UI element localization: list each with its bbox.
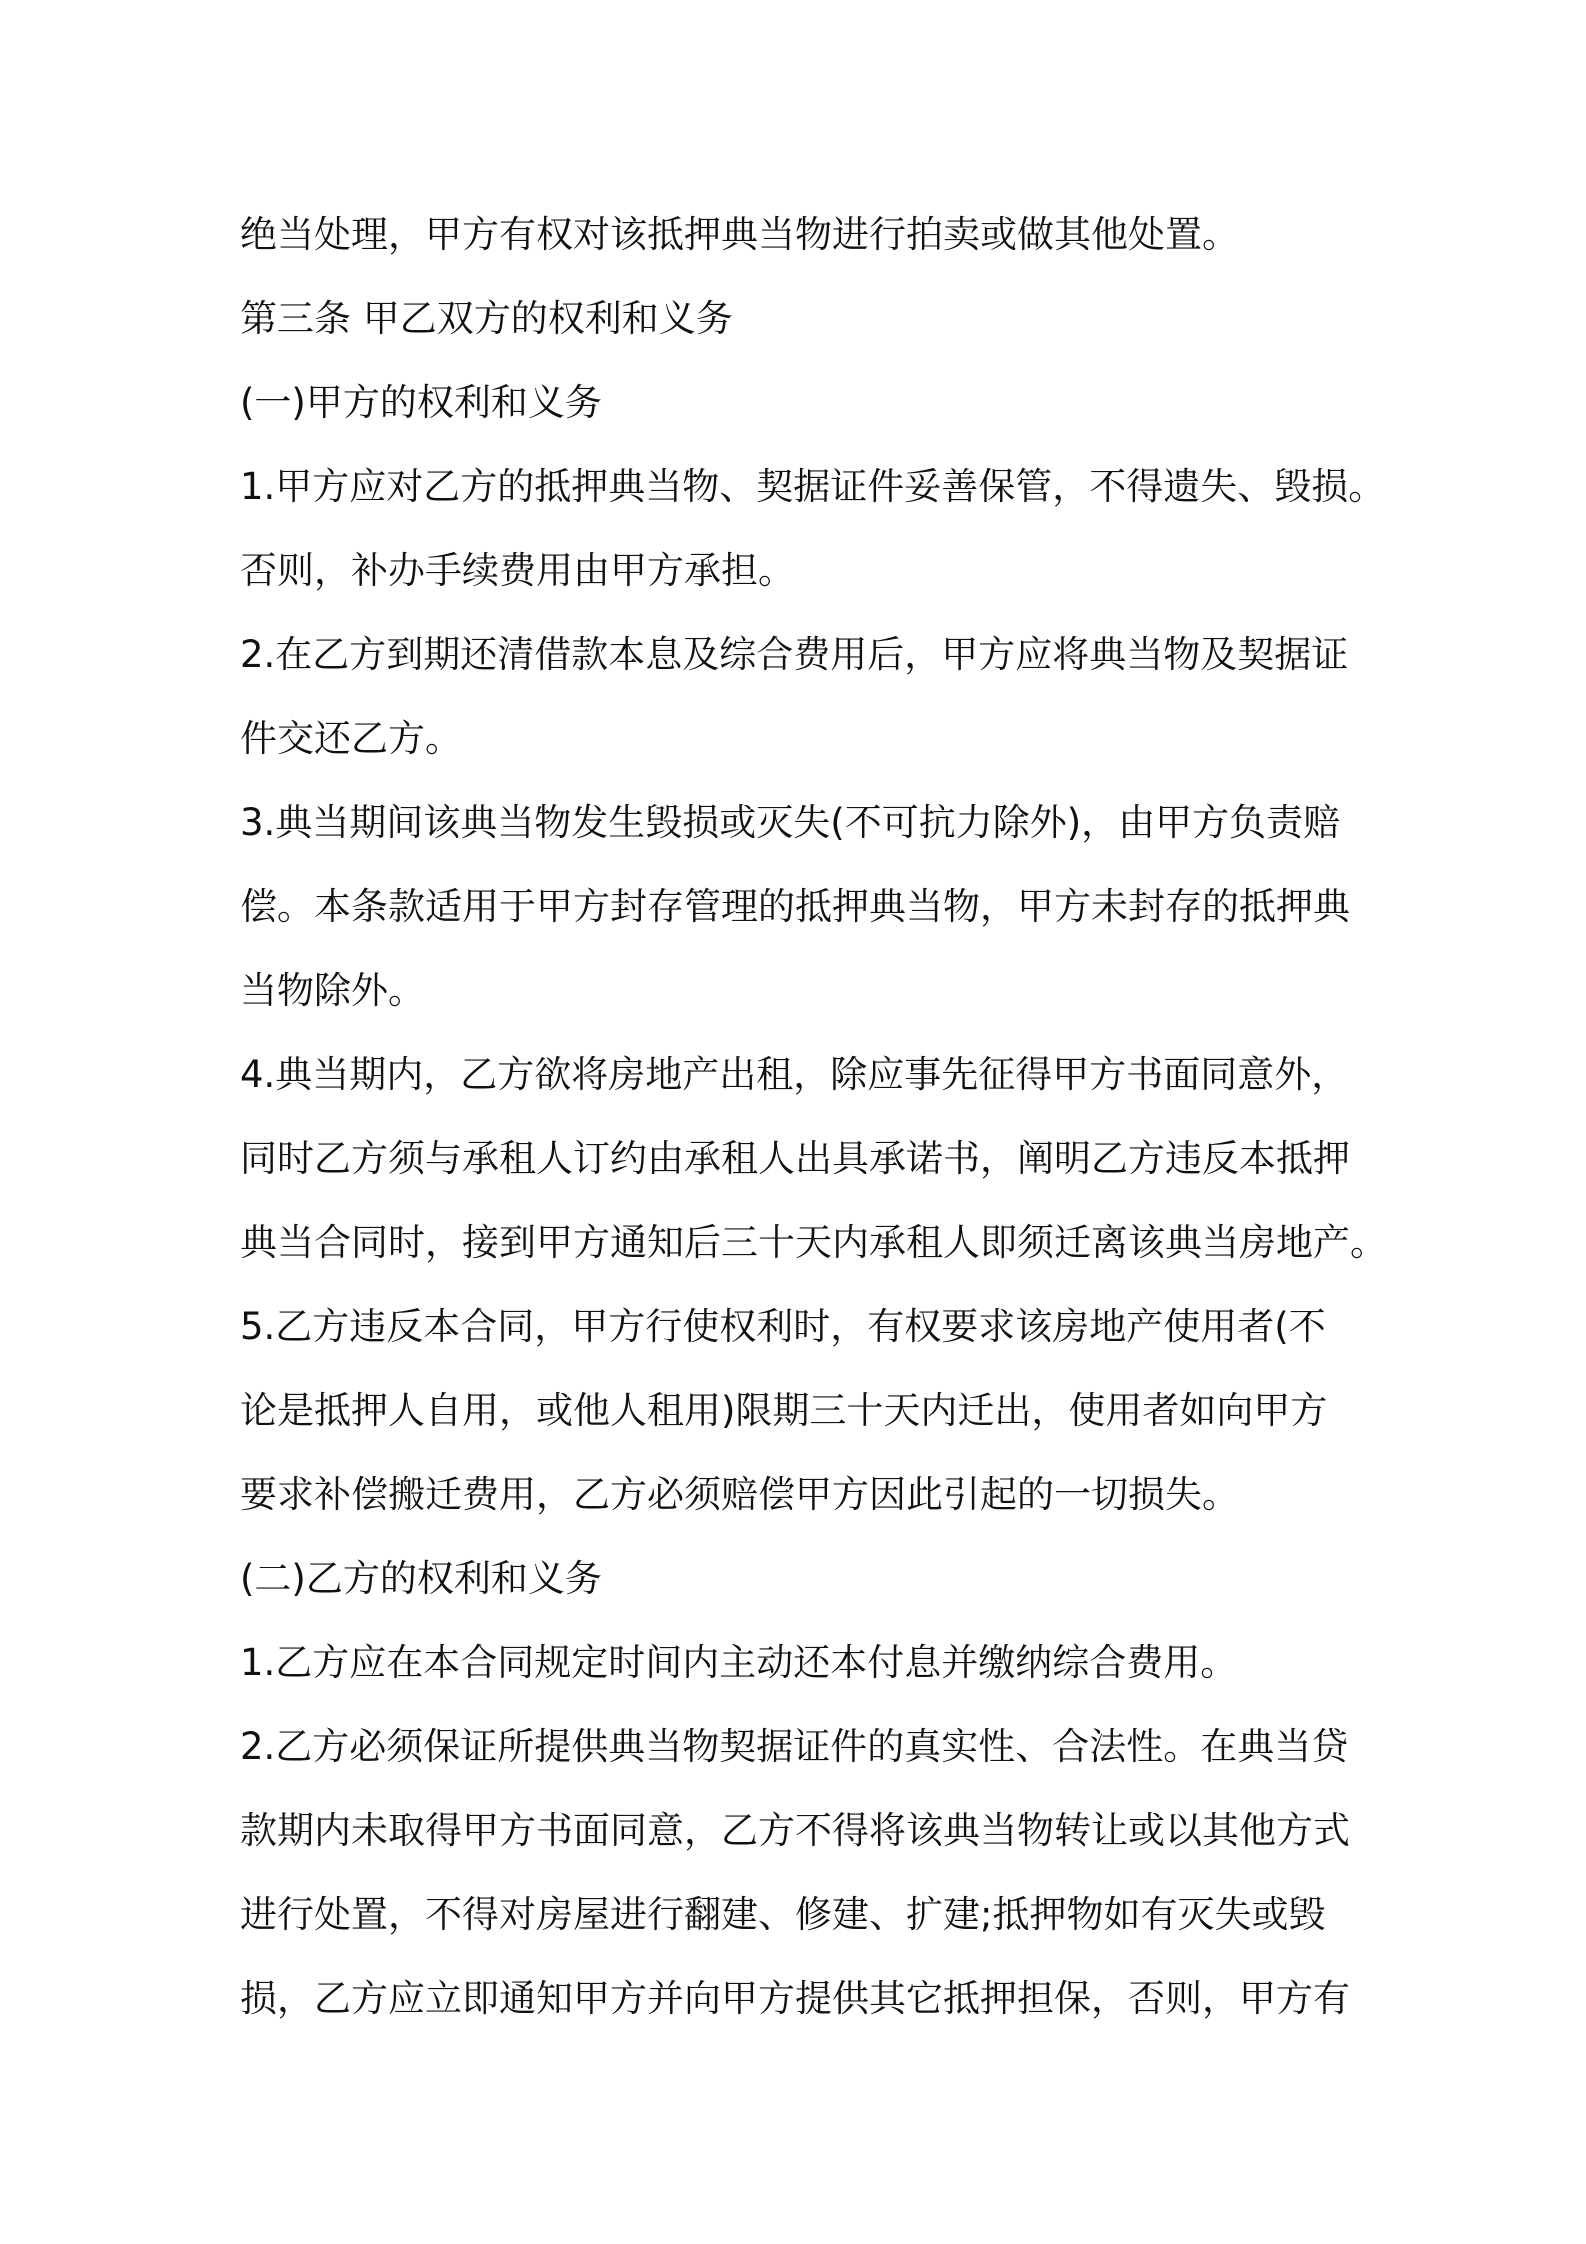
subsection-heading: (二)乙方的权利和义务 [240,1557,602,1600]
section-heading: 第三条 甲乙双方的权利和义务 [240,297,733,340]
paragraph-line: 进行处置，不得对房屋进行翻建、修建、扩建;抵押物如有灭失或毁 [240,1893,1326,1936]
paragraph-line: 3.典当期间该典当物发生毁损或灭失(不可抗力除外)，由甲方负责赔 [240,801,1341,844]
paragraph-line: 2.在乙方到期还清借款本息及综合费用后，甲方应将典当物及契据证 [240,633,1349,676]
paragraph-line: 当物除外。 [240,969,425,1012]
paragraph-line: 偿。本条款适用于甲方封存管理的抵押典当物，甲方未封存的抵押典 [240,885,1350,928]
paragraph-line: 绝当处理，甲方有权对该抵押典当物进行拍卖或做其他处置。 [240,213,1239,256]
document-body [240,193,1387,2041]
paragraph-line: 要求补偿搬迁费用，乙方必须赔偿甲方因此引起的一切损失。 [240,1473,1239,1516]
paragraph-line: 同时乙方须与承租人订约由承租人出具承诺书，阐明乙方违反本抵押 [240,1137,1350,1180]
paragraph-line: 论是抵押人自用，或他人租用)限期三十天内迁出，使用者如向甲方 [240,1389,1328,1432]
paragraph-line: 损，乙方应立即通知甲方并向甲方提供其它抵押担保，否则，甲方有 [240,1977,1350,2020]
paragraph-line: 否则，补办手续费用由甲方承担。 [240,549,795,592]
paragraph-line: 2.乙方必须保证所提供典当物契据证件的真实性、合法性。在典当贷 [240,1725,1349,1768]
paragraph-line: 1.甲方应对乙方的抵押典当物、契据证件妥善保管，不得遗失、毁损。 [240,465,1386,508]
subsection-heading: (一)甲方的权利和义务 [240,381,602,424]
paragraph-line: 件交还乙方。 [240,717,462,760]
paragraph-line: 款期内未取得甲方书面同意，乙方不得将该典当物转让或以其他方式 [240,1809,1350,1852]
paragraph-line: 1.乙方应在本合同规定时间内主动还本付息并缴纳综合费用。 [240,1641,1238,1684]
paragraph-line: 4.典当期内，乙方欲将房地产出租，除应事先征得甲方书面同意外， [240,1053,1349,1096]
paragraph-line: 典当合同时，接到甲方通知后三十天内承租人即须迁离该典当房地产。 [240,1221,1387,1264]
paragraph-line: 5.乙方违反本合同，甲方行使权利时，有权要求该房地产使用者(不 [240,1305,1326,1348]
